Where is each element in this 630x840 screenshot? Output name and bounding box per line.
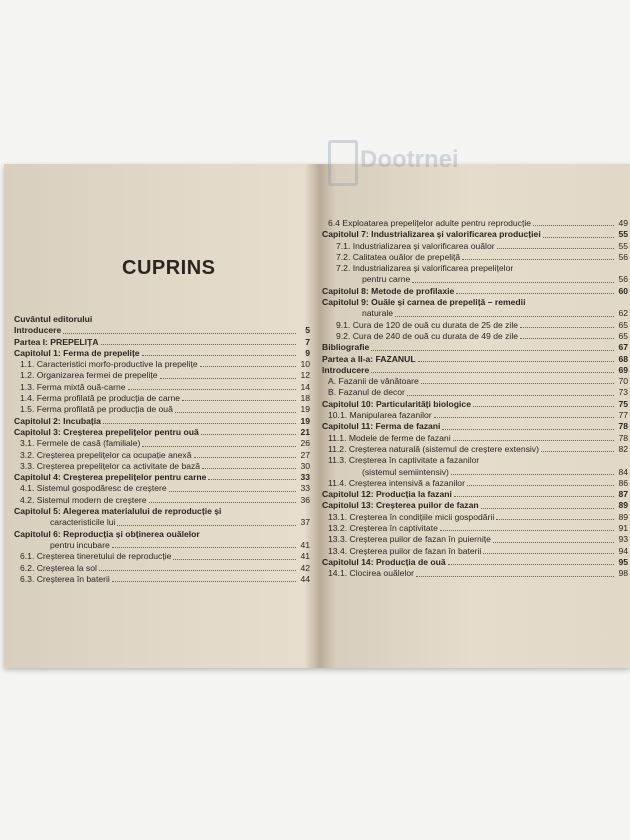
dot-leader <box>520 338 614 339</box>
dot-leader <box>173 559 296 560</box>
toc-entry-page: 19 <box>300 404 310 415</box>
toc-entry-page: 27 <box>300 449 310 460</box>
toc-entry-title: Bibliografie <box>322 342 370 353</box>
toc-entry-title: caracteristicile lui <box>50 517 116 528</box>
toc-entry-page: 44 <box>300 573 310 584</box>
toc-entry-page: 33 <box>300 472 310 483</box>
toc-entry <box>14 416 310 427</box>
toc-entry <box>14 574 310 585</box>
toc-entry-title: Capitolul 8: Metode de profilaxie <box>322 285 455 296</box>
toc-entry-page: 94 <box>618 545 628 556</box>
toc-entry-page: 89 <box>618 511 628 522</box>
dot-leader <box>112 581 296 582</box>
toc-entry <box>322 557 628 568</box>
toc-entry-title: 1.2. Organizarea fermei de prepelițe <box>20 370 158 381</box>
toc-entry-page: 67 <box>618 342 628 353</box>
dot-leader <box>520 327 614 328</box>
toc-entry-page: 60 <box>618 285 628 296</box>
toc-entry-title: Capitolul 7: Industrializarea și valorificarea producției <box>322 229 541 240</box>
dot-leader <box>497 248 614 249</box>
toc-entry <box>322 354 628 365</box>
dot-leader <box>208 479 296 480</box>
toc-entry-page: 95 <box>618 556 628 567</box>
toc-entry-page: 70 <box>618 376 628 387</box>
toc-entry-title: 11.4. Creșterea intensivă a fazanilor <box>328 477 465 488</box>
toc-entry-page: 42 <box>300 562 310 573</box>
toc-entry <box>322 274 628 285</box>
toc-entry-page: 77 <box>618 410 628 421</box>
toc-entry <box>322 568 628 579</box>
toc-entry <box>322 331 628 342</box>
toc-entry-title: 1.3. Ferma mixtă ouă-carne <box>20 381 126 392</box>
toc-entry <box>322 376 628 387</box>
toc-entry <box>322 241 628 252</box>
dot-leader <box>440 530 614 531</box>
toc-entry-page: 5 <box>305 325 310 336</box>
toc-entry <box>322 399 628 410</box>
toc-entry-page: 62 <box>618 308 628 319</box>
toc-entry-title: pentru carne <box>362 274 411 285</box>
dot-leader <box>371 350 614 351</box>
toc-entry <box>322 421 628 432</box>
toc-entry-page: 89 <box>618 500 628 511</box>
toc-entry-title: 1.1. Caracteristici morfo-productive la prepelițe <box>20 359 198 370</box>
toc-entry <box>322 455 628 466</box>
toc-entry-title: Capitolul 9: Ouăle și carnea de prepeliță – remedii <box>322 297 526 308</box>
toc-entry-title: Capitolul 14: Producția de ouă <box>322 556 446 567</box>
toc-entry-title: 6.2. Creșterea la sol <box>20 562 97 573</box>
toc-entry-title: Capitolul 10: Particularități biologice <box>322 398 471 409</box>
toc-entry <box>14 506 310 517</box>
toc-entry-title: 11.3. Creșterea în captivitate a fazanilor <box>328 455 480 466</box>
toc-entry-page: 86 <box>618 477 628 488</box>
toc-entry-page: 18 <box>300 393 310 404</box>
toc-entry <box>322 467 628 478</box>
toc-entry <box>322 229 628 240</box>
dot-leader <box>456 293 614 294</box>
toc-entry <box>14 438 310 449</box>
toc-entry-page: 12 <box>300 370 310 381</box>
toc-entry-title: 9.1. Cura de 120 de ouă cu durata de 25 de zile <box>336 319 519 330</box>
dot-leader <box>395 316 614 317</box>
toc-entry-title: 1.5. Ferma profilată pe producția de ouă <box>20 404 173 415</box>
dot-leader <box>194 457 296 458</box>
toc-entry-title: 3.2. Creșterea prepelițelor ca ocupație anexă <box>20 449 192 460</box>
toc-entry-page: 55 <box>618 229 628 240</box>
toc-entry <box>322 218 628 229</box>
toc-entry <box>322 478 628 489</box>
dot-leader <box>63 333 296 334</box>
toc-entry-title: 7.2. Industrializarea și valorificarea prepelițelor <box>336 263 514 274</box>
toc-entry-title: 11.2. Creșterea naturală (sistemul de creștere extensiv) <box>328 443 539 454</box>
toc-entry-title: Capitolul 1: Ferma de prepelițe <box>14 347 140 358</box>
toc-entry-title: 3.3. Creșterea prepelițelor ca activitate de bază <box>20 460 201 471</box>
toc-entry-page: 10 <box>300 359 310 370</box>
toc-entry-page: 73 <box>618 387 628 398</box>
page-title: CUPRINS <box>122 257 216 279</box>
toc-entry-page: 26 <box>300 438 310 449</box>
toc-entry-page: 65 <box>618 330 628 341</box>
dot-leader <box>483 553 614 554</box>
dot-leader <box>421 383 614 384</box>
toc-entry <box>322 320 628 331</box>
toc-entry <box>14 483 310 494</box>
dot-leader <box>434 417 614 418</box>
dot-leader <box>169 491 296 492</box>
toc-entry <box>14 563 310 574</box>
toc-entry <box>322 410 628 421</box>
toc-entry-page: 30 <box>300 460 310 471</box>
toc-entry-title: naturale <box>362 308 394 319</box>
toc-entry-title: 13.3. Creșterea puilor de fazan în puiernițe <box>328 534 491 545</box>
toc-entry-title: Capitolul 6: Reproducția și obținerea ouălelor <box>14 528 200 539</box>
dot-leader <box>448 564 614 565</box>
toc-entry-page: 87 <box>618 489 628 500</box>
toc-entry-title: 7.2. Calitatea ouălor de prepeliță <box>336 251 461 262</box>
toc-entry-title: 9.2. Cura de 240 de ouă cu durata de 49 de zile <box>336 330 519 341</box>
toc-entry <box>14 393 310 404</box>
dot-leader <box>117 525 296 526</box>
toc-entry <box>322 444 628 455</box>
dot-leader <box>142 355 296 356</box>
dot-leader <box>493 542 614 543</box>
toc-entry <box>14 450 310 461</box>
toc-entry-title: 14.1. Clocirea ouălelor <box>328 568 414 579</box>
dot-leader <box>442 429 614 430</box>
toc-entry-title: Partea I: PREPELIȚA <box>14 336 99 347</box>
toc-entry <box>322 342 628 353</box>
toc-entry-page: 56 <box>618 251 628 262</box>
toc-entry <box>322 252 628 263</box>
dot-leader <box>103 423 296 424</box>
toc-entry <box>14 404 310 415</box>
toc-entry <box>14 359 310 370</box>
toc-entry-page: 7 <box>305 336 310 347</box>
toc-entry <box>14 325 310 336</box>
toc-entry-page: 36 <box>300 494 310 505</box>
dot-leader <box>496 519 614 520</box>
toc-entry-title: Cuvântul editorului <box>14 314 93 324</box>
toc-entry-title: pentru incubare <box>50 539 110 550</box>
toc-entry <box>322 308 628 319</box>
toc-entry-page: 21 <box>300 426 310 437</box>
dot-leader <box>453 440 614 441</box>
toc-entry-page: 14 <box>300 381 310 392</box>
toc-entry-page: 75 <box>618 398 628 409</box>
toc-entry <box>14 427 310 438</box>
dot-leader <box>371 372 614 373</box>
toc-entry <box>322 387 628 398</box>
toc-entry-title: Capitolul 3: Creșterea prepelițelor pentru ouă <box>14 426 199 437</box>
toc-entry-page: 78 <box>618 421 628 432</box>
dot-leader <box>454 496 614 497</box>
dot-leader <box>128 389 296 390</box>
toc-entry-page: 33 <box>300 483 310 494</box>
toc-entry <box>14 529 310 540</box>
toc-entry-title: Capitolul 13: Creșterea puilor de fazan <box>322 500 479 511</box>
table-of-contents-left <box>14 314 310 585</box>
dot-leader <box>481 508 614 509</box>
toc-entry-title: 13.1. Creșterea în condițiile micii gospodării <box>328 511 495 522</box>
dot-leader <box>112 547 296 548</box>
toc-entry-page: 65 <box>618 319 628 330</box>
toc-entry-title: 13.2. Creșterea în captivitate <box>328 523 438 534</box>
toc-entry-title: Capitolul 11: Ferma de fazani <box>322 421 441 432</box>
toc-entry <box>322 489 628 500</box>
toc-entry <box>14 540 310 551</box>
toc-entry-page: 78 <box>618 432 628 443</box>
toc-entry <box>322 500 628 511</box>
toc-entry-page: 19 <box>300 415 310 426</box>
toc-entry-page: 49 <box>618 218 628 228</box>
toc-entry-title: 4.1. Sistemul gospodăresc de creștere <box>20 483 167 494</box>
toc-entry-page: 41 <box>300 539 310 550</box>
toc-entry-title: 4.2. Sistemul modern de creștere <box>20 494 147 505</box>
dot-leader <box>99 570 296 571</box>
dot-leader <box>473 406 614 407</box>
dot-leader <box>202 468 296 469</box>
toc-entry-page: 84 <box>618 466 628 477</box>
toc-entry-title: Partea a II-a: FAZANUL <box>322 353 416 364</box>
toc-entry-title: Introducere <box>14 325 62 336</box>
toc-entry <box>322 297 628 308</box>
toc-entry-title: (sistemul semiintensiv) <box>362 466 449 477</box>
toc-entry-title: B. Fazanul de decor <box>328 387 405 398</box>
dot-leader <box>543 237 614 238</box>
toc-entry <box>14 495 310 506</box>
dot-leader <box>101 344 296 345</box>
toc-entry <box>322 263 628 274</box>
dot-leader <box>160 378 296 379</box>
dot-leader <box>175 412 296 413</box>
dot-leader <box>201 434 296 435</box>
dot-leader <box>541 451 614 452</box>
toc-entry-page: 55 <box>618 240 628 251</box>
dot-leader <box>407 395 614 396</box>
toc-entry <box>322 433 628 444</box>
dot-leader <box>418 361 614 362</box>
toc-entry <box>322 365 628 376</box>
left-page <box>14 164 310 668</box>
dot-leader <box>412 282 614 283</box>
toc-entry-title: Capitolul 12: Producția la fazani <box>322 489 452 500</box>
dot-leader <box>149 502 296 503</box>
dot-leader <box>533 225 614 226</box>
toc-entry <box>14 472 310 483</box>
toc-entry <box>14 461 310 472</box>
toc-entry-page: 98 <box>618 568 628 579</box>
toc-entry <box>322 286 628 297</box>
toc-entry-title: A. Fazanii de vânătoare <box>328 376 419 387</box>
toc-entry-page: 68 <box>618 353 628 364</box>
toc-entry-title: 3.1. Fermele de casă (familiale) <box>20 438 141 449</box>
toc-entry-page: 37 <box>300 517 310 528</box>
dot-leader <box>451 474 614 475</box>
dot-leader <box>200 366 296 367</box>
toc-entry <box>322 546 628 557</box>
toc-entry <box>14 382 310 393</box>
toc-entry <box>14 337 310 348</box>
toc-entry-page: 91 <box>618 523 628 534</box>
toc-entry-page: 41 <box>300 551 310 562</box>
toc-entry-page: 9 <box>305 347 310 358</box>
toc-entry <box>322 534 628 545</box>
toc-entry-page: 82 <box>618 443 628 454</box>
toc-entry-title: 6.4 Exploatarea prepelițelor adulte pentru reproducție <box>328 218 532 228</box>
watermark-icon <box>328 140 358 186</box>
dot-leader <box>467 485 614 486</box>
toc-entry <box>14 370 310 381</box>
toc-entry-page: 69 <box>618 364 628 375</box>
watermark-logo <box>328 128 468 200</box>
toc-entry-title: 13.4. Creșterea puilor de fazan în baterii <box>328 545 482 556</box>
toc-entry-title: Introducere <box>322 364 370 375</box>
toc-entry-title: 6.1. Creșterea tineretului de reproducție <box>20 551 172 562</box>
dot-leader <box>182 400 296 401</box>
toc-entry <box>322 512 628 523</box>
toc-entry-title: Capitolul 2: Incubația <box>14 415 101 426</box>
dot-leader <box>142 446 296 447</box>
table-of-contents-right <box>322 218 628 580</box>
toc-entry-title: 6.3. Creșterea în baterii <box>20 573 110 584</box>
toc-entry <box>14 551 310 562</box>
toc-entry <box>14 314 310 325</box>
toc-entry-title: 7.1. Industrializarea și valorificarea ouălor <box>336 240 495 251</box>
toc-entry-page: 93 <box>618 534 628 545</box>
toc-entry-title: 10.1. Manipularea fazanilor <box>328 410 432 421</box>
toc-entry-title: 11.1. Modele de ferme de fazani <box>328 432 451 443</box>
dot-leader <box>462 259 614 260</box>
right-page <box>322 164 628 668</box>
open-book <box>4 164 630 668</box>
toc-entry <box>14 348 310 359</box>
toc-entry-title: Capitolul 5: Alegerea materialului de reproducție și <box>14 506 222 517</box>
toc-entry-page: 56 <box>618 274 628 285</box>
dot-leader <box>416 576 614 577</box>
toc-entry-title: 1.4. Ferma profilată pe producția de carne <box>20 393 181 404</box>
toc-entry-title: Capitolul 4: Creșterea prepelițelor pentru carne <box>14 472 207 483</box>
watermark-text: Dootrnei <box>360 146 459 173</box>
toc-entry <box>322 523 628 534</box>
toc-entry <box>14 517 310 528</box>
